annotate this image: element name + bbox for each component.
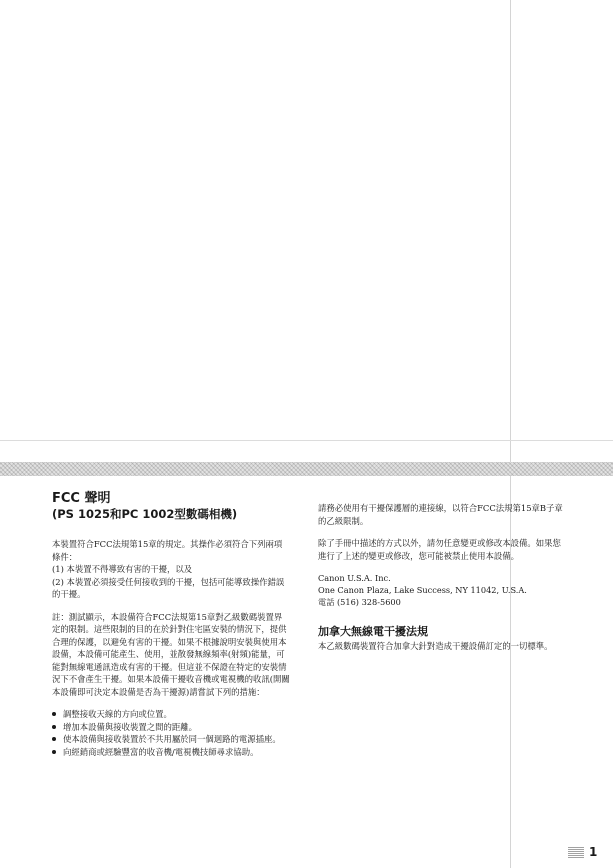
list-item bbox=[52, 746, 290, 759]
section-header-band bbox=[0, 462, 613, 476]
list-item bbox=[52, 733, 290, 746]
bullet-icon bbox=[52, 712, 56, 716]
measure-text: 增加本設備與接收裝置之間的距離。 bbox=[63, 721, 197, 732]
compliance-condition-1: (1) 本裝置不得導致有害的干擾，以及 bbox=[52, 564, 193, 574]
compliance-statement: 本裝置符合FCC法規第15章的規定。其操作必須符合下列兩項條件： bbox=[52, 539, 283, 562]
company-name: Canon U.S.A. Inc. bbox=[318, 573, 391, 583]
list-item bbox=[52, 721, 290, 734]
page-marker-icon bbox=[568, 846, 584, 858]
list-item bbox=[52, 708, 290, 721]
bullet-icon bbox=[52, 725, 56, 729]
fcc-note: 註：測試顯示，本設備符合FCC法規第15章對乙級數碼裝置界定的限制。這些限制的目的在於針對住宅區安裝的情況下，提供合理的保護，以避免有害的干擾。如果不根據說明安裝與使用本設備，本設備可能產生、使用，並散發無線頻率(射頻)能量，可能對無線電通訊造成有害的干擾。但這並不保證在特定的安裝情況下不會產生干擾。如果本設備干擾收音機或電視機的收訊(開關本設備即可決定本設備是否為干擾源)請嘗試下列的措施： bbox=[52, 611, 290, 697]
phone-number: 電話 (516) 328-5600 bbox=[318, 597, 401, 607]
compliance-condition-2: (2) 本裝置必須接受任何接收到的干擾，包括可能導致操作錯誤的干擾。 bbox=[52, 576, 285, 599]
bullet-icon bbox=[52, 737, 56, 741]
bullet-icon bbox=[52, 750, 56, 754]
interference-measures-list bbox=[52, 708, 290, 758]
measure-text: 使本設備與接收裝置於不共用屬於同一個迴路的電源插座。 bbox=[63, 734, 281, 744]
left-column bbox=[52, 490, 290, 758]
modification-warning: 除了手冊中描述的方式以外，請勿任意變更或修改本設備。如果您進行了上述的變更或修改，您可能被禁止使用本設備。 bbox=[318, 538, 561, 561]
measure-text: 調整接收天線的方向或位置。 bbox=[63, 709, 172, 719]
right-column bbox=[318, 502, 566, 653]
street-address: One Canon Plaza, Lake Success, NY 11042, U.S.A. bbox=[318, 585, 527, 595]
shielded-cable-notice: 請務必使用有干擾保護層的連接線，以符合FCC法規第15章B子章的乙級限制。 bbox=[318, 503, 563, 526]
canada-text: 本乙級數碼裝置符合加拿大針對造成干擾設備訂定的一切標準。 bbox=[318, 641, 553, 651]
fcc-subtitle: (PS 1025和PC 1002型數碼相機) bbox=[52, 507, 238, 521]
page-fold-horizontal bbox=[0, 440, 613, 441]
measure-text: 向經銷商或經驗豐富的收音機/電視機技師尋求協助。 bbox=[63, 746, 259, 757]
canon-address bbox=[318, 572, 566, 608]
page-number: 1 bbox=[589, 845, 598, 859]
canada-title: 加拿大無線電干擾法規 bbox=[318, 625, 428, 638]
page-fold-vertical bbox=[510, 0, 511, 868]
fcc-title: FCC 聲明 bbox=[52, 491, 111, 506]
